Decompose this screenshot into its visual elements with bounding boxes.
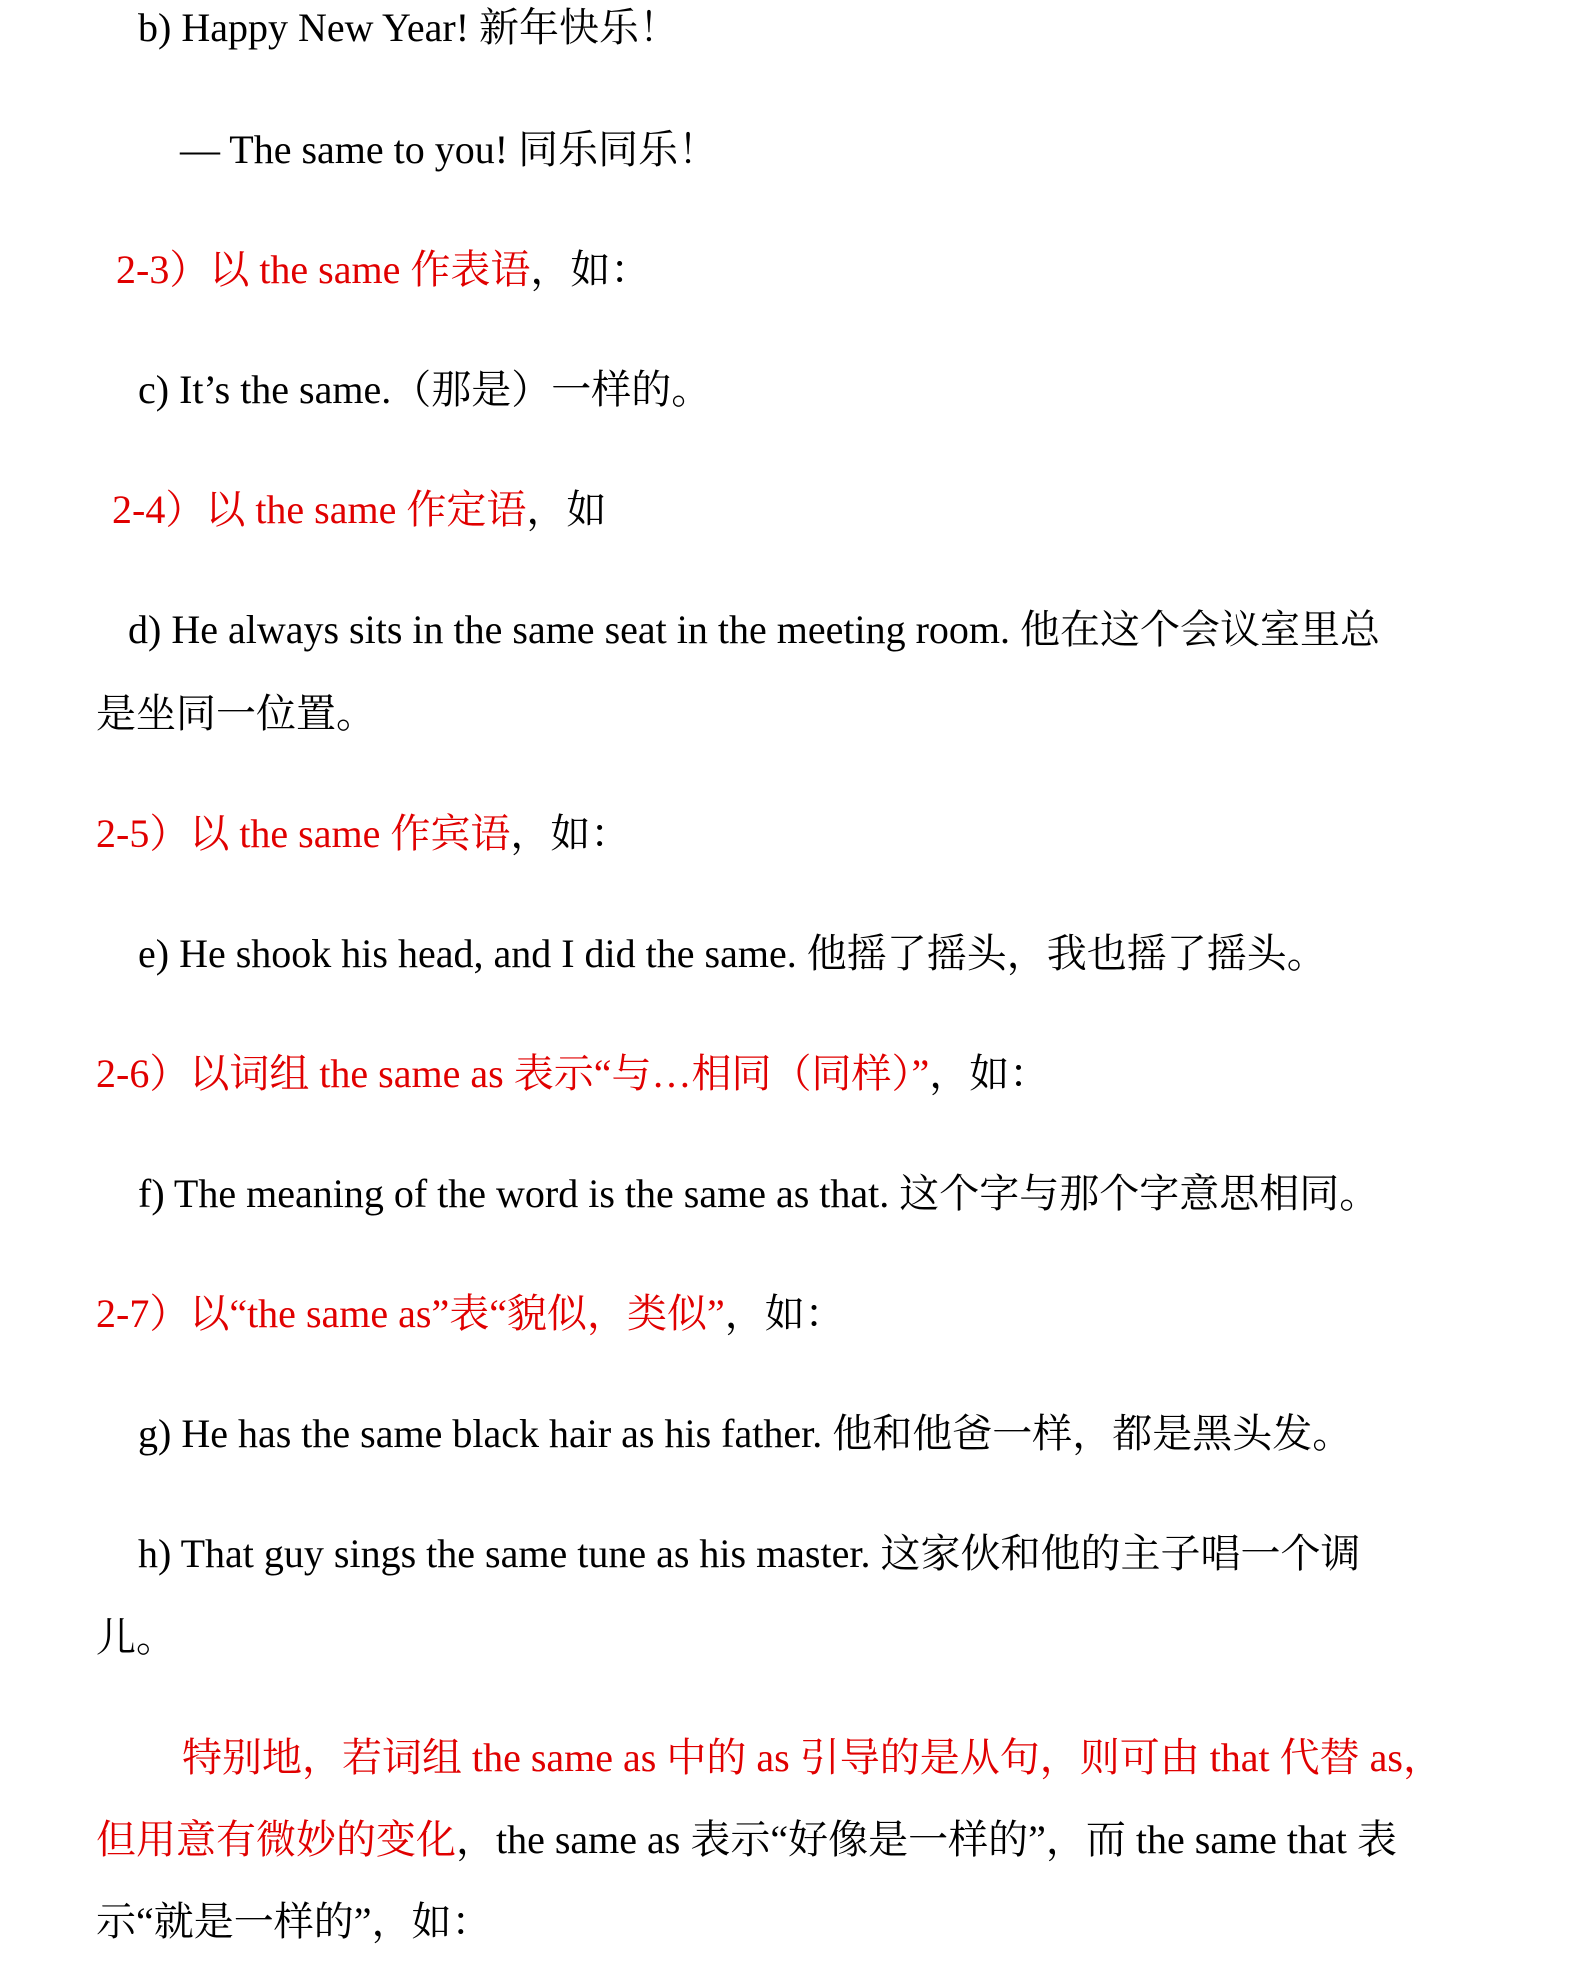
heading-2-5-black: ，如：: [510, 811, 631, 856]
example-b: [138, 5, 680, 50]
example-b-reply-text: — The same to you! 同乐同乐！: [180, 127, 719, 172]
example-h-line1: [138, 1531, 1361, 1576]
example-d-line2-text: 是坐同一位置。: [96, 691, 376, 736]
example-f-text: f) The meaning of the word is the same as that. 这个字与那个字意思相同。: [138, 1171, 1380, 1216]
heading-2-7-red: 2-7）以“the same as”表“貌似，类似”: [96, 1291, 725, 1336]
example-e: [138, 931, 1327, 976]
example-h-line1-text: h) That guy sings the same tune as his master. 这家伙和他的主子唱一个调: [138, 1531, 1361, 1576]
note-paragraph-line2-black: ，the same as 表示“好像是一样的”，而 the same that 表: [456, 1817, 1397, 1862]
example-g: [138, 1411, 1353, 1456]
heading-2-3-black: ，如：: [530, 247, 651, 292]
example-h-line2: [96, 1615, 176, 1660]
example-c-text: c) It’s the same.（那是）一样的。: [138, 367, 712, 412]
heading-2-5-red: 2-5）以 the same 作宾语: [96, 811, 511, 856]
example-f: [138, 1171, 1380, 1216]
example-e-text: e) He shook his head, and I did the same. 他摇了摇头，我也摇了摇头。: [138, 931, 1327, 976]
heading-2-3-red: 2-3）以 the same 作表语: [116, 247, 531, 292]
note-paragraph-line1-text: 特别地，若词组 the same as 中的 as 引导的是从句，则可由 that 代替 as，: [182, 1735, 1443, 1780]
example-d-line1: [128, 607, 1381, 652]
heading-2-6: [96, 1051, 1050, 1096]
note-paragraph-line3-text: 示“就是一样的”，如：: [96, 1899, 492, 1944]
example-d-line1-text: d) He always sits in the same seat in the meeting room. 他在这个会议室里总: [128, 607, 1381, 652]
heading-2-4-red: 2-4）以 the same 作定语: [112, 487, 527, 532]
heading-2-7-black: ，如：: [724, 1291, 845, 1336]
example-b-text: b) Happy New Year! 新年快乐！: [138, 5, 680, 50]
note-paragraph-line2-red: 但用意有微妙的变化: [96, 1817, 456, 1862]
note-paragraph-line1: [182, 1735, 1443, 1780]
heading-2-4: [112, 487, 607, 532]
heading-2-6-red: 2-6）以词组 the same as 表示“与…相同（同样）”: [96, 1051, 930, 1096]
heading-2-4-black: ，如: [526, 487, 607, 532]
example-h-line2-text: 儿。: [96, 1615, 176, 1660]
note-paragraph-line3: [96, 1899, 492, 1944]
note-paragraph-line2: [96, 1817, 1397, 1862]
example-d-line2: [96, 691, 376, 736]
example-c: [138, 367, 712, 412]
heading-2-3: [116, 247, 651, 292]
heading-2-7: [96, 1291, 845, 1336]
example-g-text: g) He has the same black hair as his father. 他和他爸一样，都是黑头发。: [138, 1411, 1353, 1456]
example-b-reply: [180, 127, 719, 172]
heading-2-5: [96, 811, 631, 856]
heading-2-6-black: ，如：: [929, 1051, 1050, 1096]
